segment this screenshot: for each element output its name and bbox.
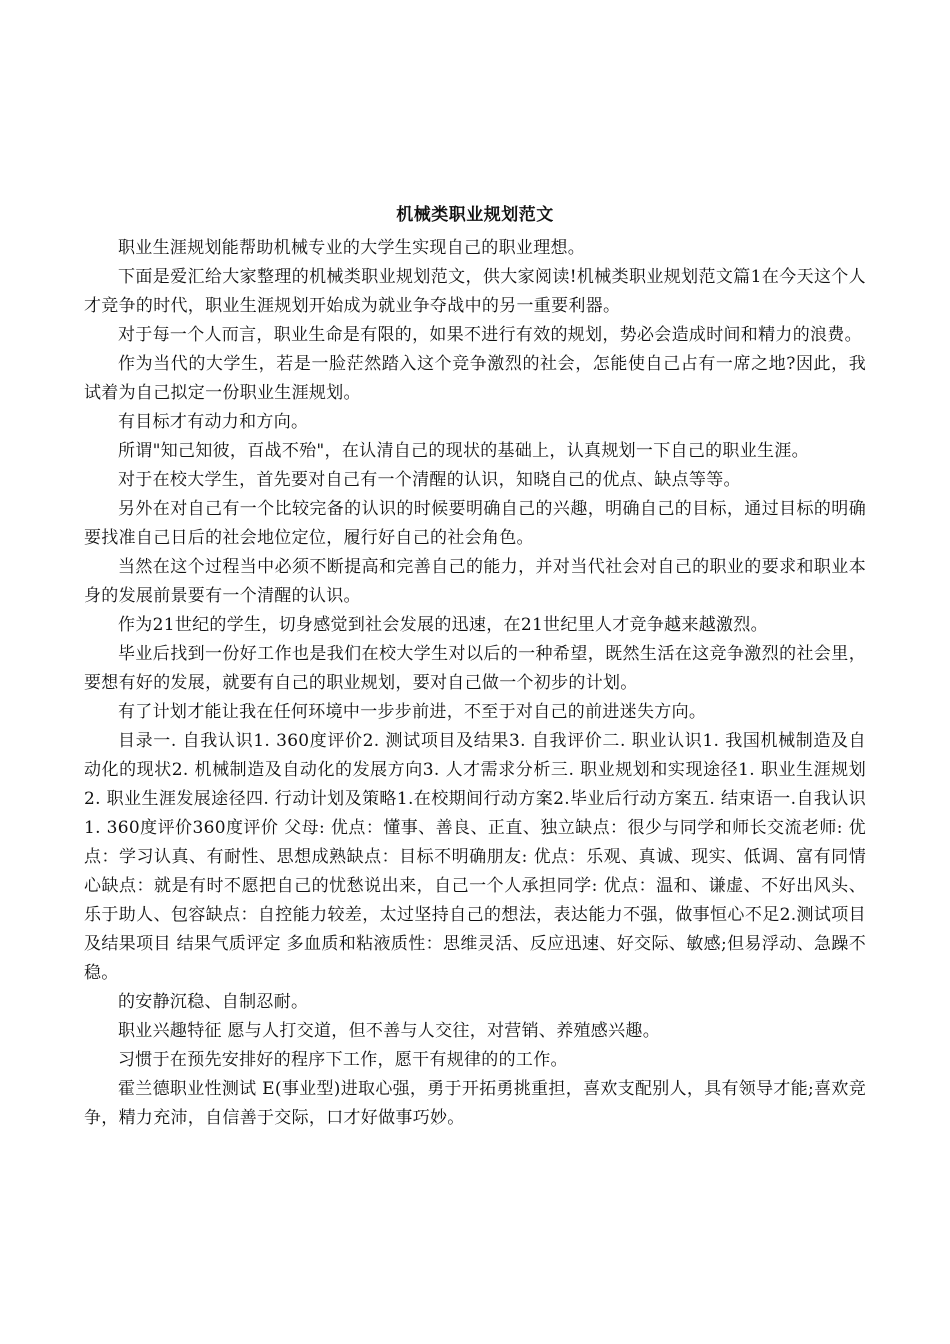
paragraph: 作为21世纪的学生，切身感觉到社会发展的迅速，在21世纪里人才竞争越来越激烈。: [118, 615, 768, 635]
paragraph: 职业生涯规划能帮助机械专业的大学生实现自己的职业理想。: [118, 238, 586, 258]
document-page: [84, 202, 866, 1133]
paragraph: 作为当代的大学生，若是一脸茫然踏入这个竞争激烈的社会，怎能使自己占有一席之地?因此，我试着为自己拟定一份职业生涯规划。: [84, 354, 866, 403]
paragraph: 另外在对自己有一个比较完备的认识的时候要明确自己的兴趣，明确自己的目标，通过目标的明确要找准自己日后的社会地位定位，履行好自己的社会角色。: [84, 499, 866, 548]
paragraph: 有了计划才能让我在任何环境中一步步前进，不至于对自己的前进迷失方向。: [118, 702, 707, 722]
paragraph: 下面是爱汇给大家整理的机械类职业规划范文，供大家阅读!机械类职业规划范文篇1在今天这个人才竞争的时代，职业生涯规划开始成为就业争夺战中的另一重要利器。: [84, 267, 866, 316]
paragraph: 对于每一个人而言，职业生命是有限的，如果不进行有效的规划，势必会造成时间和精力的浪费。: [118, 325, 862, 345]
paragraph: 霍兰德职业性测试 E(事业型)进取心强，勇于开拓勇挑重担，喜欢支配别人，具有领导才能;喜欢竞争，精力充沛，自信善于交际，口才好做事巧妙。: [84, 1079, 866, 1128]
paragraph: 有目标才有动力和方向。: [118, 412, 309, 432]
paragraph: 习惯于在预先安排好的程序下工作，愿干有规律的的工作。: [118, 1050, 568, 1070]
paragraph: 目录一. 自我认识1. 360度评价2. 测试项目及结果3. 自我评价二. 职业认识1. 我国机械制造及自动化的现状2. 机械制造及自动化的发展方向3. 人才需求分析三. 职业规划和实现途径1. 职业生涯规划2. 职业生涯发展途径四. 行动计划及策略1.在校期间行动方案2.毕业后行动方案五. 结束语一.自我认识1. 360度评价360度评价 父母: 优点：懂事、善良、正直、独立缺点：很少与同学和师长交流老师: 优点：学习认真、有耐性、思想成熟缺点：目标不明确朋友: 优点：乐观、真诚、现实、低调、富有同情心缺点：就是有时不愿把自己的忧愁说出来，自己一个人承担同学: 优点：温和、谦虚、不好出风头、乐于助人、包容缺点：自控能力较差，太过坚持自己的想法，表达能力不强，做事恒心不足2.测试项目及结果项目 结果气质评定 多血质和粘液质性：思维灵活、反应迅速、好交际、敏感;但易浮动、急躁不稳。: [84, 731, 866, 983]
paragraph: 所谓"知己知彼，百战不殆"，在认清自己的现状的基础上，认真规划一下自己的职业生涯。: [118, 441, 809, 461]
document-title: 机械类职业规划范文: [396, 205, 554, 225]
paragraph: 的安静沉稳、自制忍耐。: [118, 992, 309, 1012]
paragraph: 对于在校大学生，首先要对自己有一个清醒的认识，知晓自己的优点、缺点等等。: [118, 470, 741, 490]
paragraph: 职业兴趣特征 愿与人打交道，但不善与人交往，对营销、养殖感兴趣。: [118, 1021, 661, 1041]
paragraph: 毕业后找到一份好工作也是我们在校大学生对以后的一种希望，既然生活在这竞争激烈的社会里，要想有好的发展，就要有自己的职业规划，要对自己做一个初步的计划。: [84, 644, 866, 693]
paragraph: 当然在这个过程当中必须不断提高和完善自己的能力，并对当代社会对自己的职业的要求和职业本身的发展前景要有一个清醒的认识。: [84, 557, 866, 606]
